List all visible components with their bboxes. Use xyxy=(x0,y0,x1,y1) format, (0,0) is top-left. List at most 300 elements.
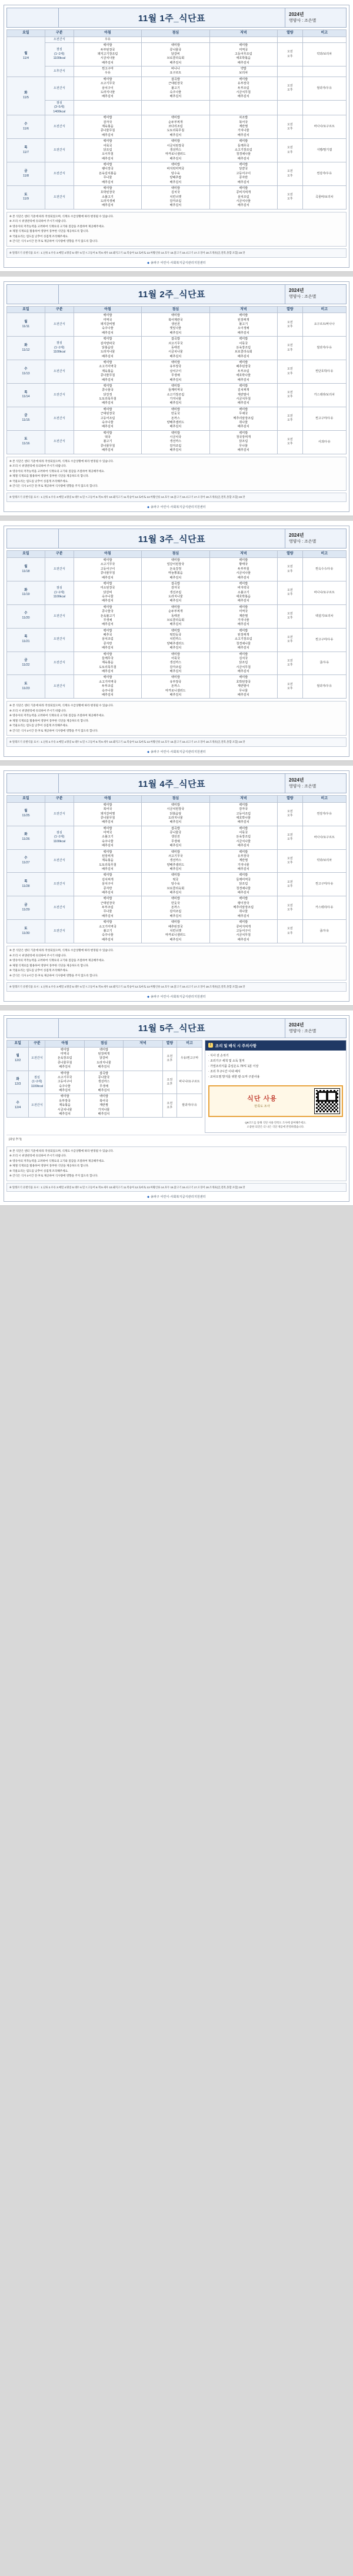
organization-footer xyxy=(6,995,347,999)
day-date: 11/8 xyxy=(22,174,29,178)
dish-cell-lunch: 백미밥 만둣국 돈까스 양배추샐러드 배추김치 xyxy=(142,407,209,430)
info-line-3: · 조리 후 2시간 이내 배식 xyxy=(208,1069,241,1073)
note-cell: 요구르트/바나나 xyxy=(302,313,346,337)
info-box xyxy=(205,1040,347,1133)
allergy-legend: ※ 알레르기 유발식품 표시 : 1.난류 2.우유 3.메밀 4.땅콩 5.대두 6.밀 7.고등어 8.게 9.새우 10.돼지고기 11.복숭아 12.토마토 13.아황산류 14.호두 15.닭고기 16.쇠고기 17.오징어 18.조개류(굴,전복,홍합 포함) 19.잣 xyxy=(6,248,347,258)
meal-type-cell: 점심 (3~5세) 1400kcal xyxy=(45,100,74,115)
column-header-6: 비고 xyxy=(302,30,346,37)
day-cell xyxy=(7,896,45,920)
dish-cell-breakfast: 백미밥 두부된장국 돼지고기장조림 시금치나물 배추김치 xyxy=(74,43,141,67)
dish-cell-dinner: 차조밥 북어국 계란찜 가지나물 배추김치 xyxy=(209,115,277,139)
day-date: 12/3 xyxy=(14,1082,21,1086)
note-cell: 찐옥수수/우유 xyxy=(302,558,346,581)
page-title: 11월 4주_식단표 xyxy=(138,779,206,789)
nutritionist-label: 영양사 : 조은별 xyxy=(289,784,317,789)
kcal-cell: 오전 오후 xyxy=(277,675,302,699)
note-cell xyxy=(302,67,346,77)
dish-cell-lunch: 바나나 요구르트 xyxy=(142,67,209,77)
dish-cell-lunch: 백미밥 시금치국 생선까스 감자조림 배추김치 xyxy=(142,430,209,454)
note-cell: 카스테라/보리차 xyxy=(302,383,346,407)
day-weekday: 수 xyxy=(24,367,28,371)
note-line-2: ※ 영유아의 저작능력을 고려하여 식재료의 크기와 질감을 조절하여 제공해주세요. xyxy=(9,714,105,717)
column-header-6: 비고 xyxy=(302,306,346,313)
dish-cell-breakfast: 백미밥 들깨무국 제육볶음 도토리묵무침 배추김치 xyxy=(74,652,141,675)
day-weekday: 토 xyxy=(24,926,28,930)
dish-cell-dinner: 백미밥 달걀국 고등어구이 콩자반 배추김치 xyxy=(209,162,277,186)
note-cell: 백설기/보리차 xyxy=(302,604,346,628)
dish-cell-breakfast: 백미밥 감자국 제육볶음 콩나물무침 배추김치 xyxy=(74,115,141,139)
column-header-2: 아침 xyxy=(74,796,141,803)
note-cell xyxy=(302,36,346,43)
note-cell: 약과/보리차 xyxy=(302,849,346,873)
allergy-legend: ※ 알레르기 유발식품 표시 : 1.난류 2.우유 3.메밀 4.땅콩 5.대두 6.밀 7.고등어 8.게 9.새우 10.돼지고기 11.복숭아 12.토마토 13.아황산류 14.호두 15.닭고기 16.쇠고기 17.오징어 18.조개류(굴,전복,홍합 포함) 19.잣 xyxy=(6,493,347,502)
day-date: 11/21 xyxy=(22,640,30,644)
org-name: 송파구 어린이·사회복지급식관리지원센터 xyxy=(150,750,206,754)
dish-cell-dinner xyxy=(209,36,277,43)
dish-cell-dinner: 백미밥 유부장국 계란찜 가지나물 배추김치 xyxy=(209,849,277,873)
meal-type-cell: 오전간식 xyxy=(45,407,74,430)
header-left-spacer xyxy=(7,774,59,793)
table-row xyxy=(7,581,347,604)
org-bullet-icon: ◆ xyxy=(147,1195,151,1199)
note-cell: 바나나/요구르트 xyxy=(177,1071,202,1094)
note-cell: 쌀과자/우유 xyxy=(302,675,346,699)
table-row xyxy=(7,826,347,849)
dish-cell-breakfast: 백미밥 어묵국 닭조림 오이무침 배추김치 xyxy=(74,139,141,162)
meal-type-cell: 오후간식 xyxy=(45,67,74,77)
note-line-0: ※ 본 식단은 센터 기준에 따라 작성되었으며, 식재료 수급상황에 따라 변경될 수 있습니다. xyxy=(9,459,114,463)
table-row xyxy=(7,628,347,652)
nutritionist-label: 영양사 : 조은별 xyxy=(289,540,317,544)
dish-cell-dinner xyxy=(209,100,277,115)
column-header-5: 열량 xyxy=(277,306,302,313)
day-weekday: 수 xyxy=(24,122,28,126)
table-row xyxy=(7,1071,202,1094)
menu-table xyxy=(6,306,347,454)
dish-cell-lunch: 잡곡밥 콩나물국 생선전 무생채 배추김치 xyxy=(142,826,209,849)
kcal-cell: 오전 오후 xyxy=(162,1094,177,1118)
menu-table xyxy=(6,1040,202,1118)
dish-cell-dinner: 백미밥 콩비지찌개 고등어구이 시금치무침 배추김치 xyxy=(209,920,277,943)
kcal-cell: 오전 오후 xyxy=(277,628,302,652)
day-weekday: 금 xyxy=(24,659,28,663)
table-row xyxy=(7,802,347,826)
header-meta xyxy=(285,529,346,548)
dish-cell-dinner: 백미밥 배추된장국 두부조림 애호박나물 배추김치 xyxy=(209,360,277,384)
dish-cell-lunch: 백미밥 어묵국 생선까스 감자조림 배추김치 xyxy=(142,652,209,675)
day-date: 11/15 xyxy=(22,418,30,423)
header-left-spacer xyxy=(7,1019,59,1038)
dish-cell-dinner: 백미밥 바지락국 소불고기 애호박볶음 배추김치 xyxy=(209,581,277,604)
day-cell xyxy=(7,337,45,360)
column-header-0: 요일 xyxy=(7,30,45,37)
kcal-cell: 오전 오후 xyxy=(277,313,302,337)
dish-cell-lunch: 백미밥 북어국 계란찜 가지나물 배추김치 xyxy=(84,1094,123,1118)
allergy-legend: ※ 알레르기 유발식품 표시 : 1.난류 2.우유 3.메밀 4.땅콩 5.대두 6.밀 7.고등어 8.게 9.새우 10.돼지고기 11.복숭아 12.토마토 13.아황산류 14.호두 15.닭고기 16.쇠고기 17.오징어 18.조개류(굴,전복,홍합 포함) 19.잣 xyxy=(6,1183,347,1192)
dish-cell-dinner xyxy=(124,1094,162,1118)
dish-cell-lunch: 백미밥 된장찌개 닭갈비 도라지나물 배추김치 xyxy=(84,1047,123,1071)
day-date: 11/12 xyxy=(22,348,30,352)
page-inner xyxy=(4,5,349,268)
dish-cell-lunch: 백미밥 배추된장국 치킨너겟 마카로니샐러드 배추김치 xyxy=(142,920,209,943)
dish-cell-dinner: 백미밥 들깨무국 소고기장조림 청경채나물 배추김치 xyxy=(209,139,277,162)
dish-cell-lunch: 백미밥 바지락미역국 탕수육 양배추쌈 배추김치 xyxy=(142,162,209,186)
page-inner xyxy=(4,770,349,1002)
column-header-6: 비고 xyxy=(177,1040,202,1047)
day-weekday: 수 xyxy=(16,1101,19,1105)
dish-cell-breakfast: 백미밥 팽이장국 돈육김치볶음 무나물 배추김치 xyxy=(74,162,141,186)
day-cell xyxy=(7,360,45,384)
document-root xyxy=(0,0,353,1206)
organization-footer xyxy=(6,505,347,509)
meal-type-cell: 점심 (1~2세) 1100kcal xyxy=(45,581,74,604)
note-line-1: ※ 조리 시 위생관리에 유의하여 주시기 바랍니다. xyxy=(9,220,67,223)
dish-cell-dinner xyxy=(124,1047,162,1071)
info-box-body xyxy=(205,1051,346,1083)
day-weekday: 화 xyxy=(16,1078,19,1082)
qr-footnote-line-1: 소중한 의견은 더 나은 식단 제공에 반영하겠습니다. xyxy=(247,1125,305,1129)
meal-type-cell: 오전간식 xyxy=(45,896,74,920)
note-cell: 찐감자/우유 xyxy=(302,802,346,826)
column-header-3: 점심 xyxy=(142,796,209,803)
day-weekday: 금 xyxy=(24,169,28,173)
notes-block xyxy=(6,457,347,491)
table-row xyxy=(7,849,347,873)
nutritionist-label: 영양사 : 조은별 xyxy=(289,295,317,300)
dish-cell-lunch: 백미밥 시금치된장국 생선까스 마카로니샐러드 배추김치 xyxy=(142,139,209,162)
year-label: 2024년 xyxy=(289,1022,304,1028)
column-header-1: 구분 xyxy=(29,1040,45,1047)
note-cell: 쌀과자/우유 xyxy=(302,337,346,360)
dish-cell-breakfast: 찐고구마 우유 xyxy=(74,67,141,77)
day-cell xyxy=(7,628,45,652)
column-header-1: 구분 xyxy=(45,796,74,803)
kcal-cell: 오전 오후 xyxy=(277,920,302,943)
note-line-1: ※ 조리 시 위생관리에 유의하여 주시기 바랍니다. xyxy=(9,709,67,712)
day-weekday: 토 xyxy=(24,192,28,197)
page-header xyxy=(6,8,347,28)
page-title: 11월 1주_식단표 xyxy=(138,13,206,24)
header-meta xyxy=(285,1019,346,1038)
column-header-3: 점심 xyxy=(84,1040,123,1047)
day-cell xyxy=(7,1094,29,1118)
note-line-0: ※ 본 식단은 센터 기준에 따라 작성되었으며, 식재료 수급상황에 따라 변경될 수 있습니다. xyxy=(9,949,114,952)
column-header-4: 저녁 xyxy=(209,30,277,37)
note-cell: 귤/우유 xyxy=(302,652,346,675)
dish-cell-lunch: 잡곡밥 콩나물국 생선까스 무생채 배추김치 xyxy=(84,1071,123,1094)
notes-block xyxy=(6,701,347,736)
year-label: 2024년 xyxy=(289,777,304,783)
dish-cell-lunch xyxy=(142,100,209,115)
note-cell: 쌀과자/우유 xyxy=(302,77,346,100)
note-line-4: ※ 국물요리는 염도를 낮추어 싱겁게 조리해주세요. xyxy=(9,969,69,972)
meal-type-cell: 점심 (1~2세) 1100kcal xyxy=(45,826,74,849)
kcal-cell: 오전 오후 xyxy=(277,802,302,826)
dish-cell-breakfast: 백미밥 소고기미역국 제육볶음 콩나물무침 배추김치 xyxy=(74,360,141,384)
day-date: 11/6 xyxy=(22,127,29,131)
meal-type-cell: 오전간식 xyxy=(45,77,74,100)
day-weekday: 월 xyxy=(16,1054,19,1058)
column-header-3: 점심 xyxy=(142,306,209,313)
day-weekday: 월 xyxy=(24,564,28,569)
organization-footer xyxy=(6,750,347,754)
kcal-cell: 오전 오후 xyxy=(162,1047,177,1071)
note-cell: 찐감자/우유 xyxy=(302,162,346,186)
dish-cell-lunch: 백미밥 떡국 탕수육 브로콜리숙회 배추김치 xyxy=(142,873,209,896)
table-row xyxy=(7,337,347,360)
dish-cell-breakfast: 백미밥 북어국 돼지갈비찜 콩나물무침 배추김치 xyxy=(74,802,141,826)
header-meta xyxy=(285,285,346,304)
table-row xyxy=(7,36,347,43)
note-cell: 바나나/요구르트 xyxy=(302,581,346,604)
dish-cell-dinner: 백미밥 미역국 계란찜 가지나물 배추김치 xyxy=(209,604,277,628)
day-cell xyxy=(7,581,45,604)
meal-type-cell: 오전간식 xyxy=(45,628,74,652)
day-cell xyxy=(7,162,45,186)
dish-cell-lunch: 잡곡밥 감자국 생선조림 도라지나물 배추김치 xyxy=(142,581,209,604)
kcal-cell xyxy=(277,36,302,43)
header-meta xyxy=(285,774,346,793)
table-row xyxy=(7,139,347,162)
dish-cell-dinner: 백미밥 된장찌개 불고기 오이생채 배추김치 xyxy=(209,313,277,337)
kcal-cell: 오전 오후 xyxy=(277,185,302,209)
meal-type-cell: 오전간식 xyxy=(45,139,74,162)
page-inner xyxy=(4,1015,349,1202)
table-row xyxy=(7,896,347,920)
table-row xyxy=(7,100,347,115)
column-header-1: 구분 xyxy=(45,306,74,313)
dish-cell-dinner: 백미밥 된장찌개 소고기장조림 청경채나물 배추김치 xyxy=(209,628,277,652)
organization-footer xyxy=(6,261,347,265)
note-line-2: ※ 영유아의 저작능력을 고려하여 식재료의 크기와 질감을 조절하여 제공해주세요. xyxy=(9,224,105,228)
table-row xyxy=(7,1047,202,1071)
day-weekday: 화 xyxy=(24,833,28,837)
dish-cell-lunch: 백미밥 유부장국 돈까스 마카로니샐러드 배추김치 xyxy=(142,675,209,699)
menu-table xyxy=(6,29,347,210)
note-line-5: ※ 간식은 식사 2시간 전·후로 제공하여 식사량에 영향을 주지 않도록 합니다. xyxy=(9,1174,98,1178)
column-header-0: 요일 xyxy=(7,551,45,558)
day-cell xyxy=(7,604,45,628)
dish-cell-breakfast: 우유 xyxy=(74,36,141,43)
meal-type-cell: 오전간식 xyxy=(45,162,74,186)
note-cell: 찐고구마/우유 xyxy=(302,628,346,652)
column-header-3: 점심 xyxy=(142,30,209,37)
org-name: 송파구 어린이·사회복지급식관리지원센터 xyxy=(150,1195,206,1199)
day-date: 11/9 xyxy=(22,197,29,201)
note-line-0: ※ 본 식단은 센터 기준에 따라 작성되었으며, 식재료 수급상황에 따라 변경될 수 있습니다. xyxy=(9,1149,114,1152)
day-weekday: 화 xyxy=(24,91,28,95)
meal-type-cell: 오전간식 xyxy=(45,652,74,675)
dish-cell-breakfast: 백미밥 미역국 소불고기 숙주나물 배추김치 xyxy=(74,826,141,849)
day-weekday: 토 xyxy=(24,682,28,686)
qr-subline: 만족도 조사 xyxy=(254,1105,270,1109)
day-date: 11/25 xyxy=(22,814,30,818)
info-line-1: · 조리기구 세척 및 소독 철저 xyxy=(208,1059,245,1063)
column-header-2: 아침 xyxy=(74,306,141,313)
column-header-6: 비고 xyxy=(302,796,346,803)
dish-cell-lunch: 백미밥 콩나물국 닭갈비 브로콜리숙회 배추김치 xyxy=(142,43,209,67)
info-box-title xyxy=(205,1041,346,1051)
dish-cell-lunch: 백미밥 순두부찌개 동태전 브로콜리숙회 배추김치 xyxy=(142,604,209,628)
day-cell xyxy=(7,185,45,209)
page-inner xyxy=(4,526,349,757)
table-row xyxy=(7,115,347,139)
day-cell xyxy=(7,1047,29,1071)
dish-cell-dinner: 백미밥 들깨미역국 닭조림 청경채나물 배추김치 xyxy=(209,873,277,896)
dish-cell-lunch: 잡곡밥 쇠고기무국 동태전 시금치나물 배추김치 xyxy=(142,337,209,360)
dish-cell-dinner: 백미밥 김치찌개 계란말이 시금치무침 배추김치 xyxy=(209,383,277,407)
dish-cell-breakfast xyxy=(74,100,141,115)
table-row xyxy=(7,67,347,77)
day-date: 11/18 xyxy=(22,569,30,573)
day-cell xyxy=(7,652,45,675)
note-cell: 사과/우유 xyxy=(302,430,346,454)
dish-cell-lunch: 잡곡밥 근대된장국 불고기 숙주나물 배추김치 xyxy=(142,77,209,100)
meal-type-cell: 오전간식 xyxy=(45,604,74,628)
day-weekday: 수 xyxy=(24,611,28,616)
qr-headline: 식단 사용 xyxy=(247,1095,277,1103)
column-header-4: 저녁 xyxy=(124,1040,162,1047)
kcal-cell: 오전 오후 xyxy=(277,77,302,100)
day-date: 11/7 xyxy=(22,150,29,154)
dish-cell-breakfast: 백미밥 감자양파국 닭볶음탕 도라지나물 배추김치 xyxy=(74,337,141,360)
note-line-2: ※ 영유아의 저작능력을 고려하여 식재료의 크기와 질감을 조절하여 제공해주세요. xyxy=(9,959,105,962)
column-header-0: 요일 xyxy=(7,796,45,803)
note-line-0: ※ 본 식단은 센터 기준에 따라 작성되었으며, 식재료 수급상황에 따라 변경될 수 있습니다. xyxy=(9,214,114,218)
dish-cell-lunch: 백미밥 떡만둣국 치킨까스 양배추샐러드 배추김치 xyxy=(142,628,209,652)
menu-page-3 xyxy=(0,521,353,761)
meal-type-cell: 오전간식 xyxy=(29,1094,45,1118)
day-date: 12/4 xyxy=(14,1105,21,1109)
year-label: 2024년 xyxy=(289,288,304,294)
dish-cell-breakfast: 백미밥 소고기미역국 불고기 숙주나물 배추김치 xyxy=(74,920,141,943)
note-line-5: ※ 간식은 식사 2시간 전·후로 제공하여 식사량에 영향을 주지 않도록 합니다. xyxy=(9,729,98,732)
dish-cell-dinner: 백미밥 미역국 고등어무조림 애호박볶음 배추김치 xyxy=(209,43,277,67)
day-weekday: 목 xyxy=(24,635,28,639)
table-row xyxy=(7,185,347,209)
allergy-legend: ※ 알레르기 유발식품 표시 : 1.난류 2.우유 3.메밀 4.땅콩 5.대두 6.밀 7.고등어 8.게 9.새우 10.돼지고기 11.복숭아 12.토마토 13.아황산류 14.호두 15.닭고기 16.쇠고기 17.오징어 18.조개류(굴,전복,홍합 포함) 19.잣 xyxy=(6,737,347,747)
dish-cell-breakfast: 백미밥 김치찌개 삼치구이 콩자반 배추김치 xyxy=(74,873,141,896)
table-row xyxy=(7,430,347,454)
day-cell xyxy=(7,826,45,849)
dish-cell-breakfast: 백미밥 소고기무국 고등어구이 숙주나물 배추김치 xyxy=(45,1071,84,1094)
day-date: 11/22 xyxy=(22,663,30,667)
meal-type-cell: 점심 (1~2세) 1100kcal xyxy=(45,337,74,360)
info-line-4: · 교차오염 방지를 위한 칼·도마 구분사용 xyxy=(208,1075,260,1079)
dish-cell-lunch xyxy=(142,36,209,43)
day-date: 11/16 xyxy=(22,442,30,446)
note-line-4: ※ 국물요리는 염도를 낮추어 싱겁게 조리해주세요. xyxy=(9,479,69,483)
page-inner xyxy=(4,281,349,513)
day-date: 11/27 xyxy=(22,861,30,865)
day-cell xyxy=(7,920,45,943)
note-line-5: ※ 간식은 식사 2시간 전·후로 제공하여 식사량에 영향을 주지 않도록 합니다. xyxy=(9,240,98,243)
dish-cell-breakfast: 백미밥 콩나물국 돈육불고기 무생채 배추김치 xyxy=(74,604,141,628)
organization-footer xyxy=(6,1195,347,1199)
bottom-label: [과일 추가] xyxy=(6,1135,347,1144)
day-date: 11/26 xyxy=(22,837,30,842)
org-bullet-icon: ◆ xyxy=(147,261,151,265)
meal-type-cell: 오전간식 xyxy=(45,675,74,699)
note-cell: 쌀과자/우유 xyxy=(177,1094,202,1118)
meal-type-cell: 오전간식 xyxy=(45,185,74,209)
note-line-5: ※ 간식은 식사 2시간 전·후로 제공하여 식사량에 영향을 주지 않도록 합니다. xyxy=(9,484,98,487)
table-row xyxy=(7,313,347,337)
year-label: 2024년 xyxy=(289,533,304,539)
table-row xyxy=(7,675,347,699)
note-cell: 찐고구마/우유 xyxy=(302,407,346,430)
menu-page-5 xyxy=(0,1011,353,1206)
day-cell xyxy=(7,407,45,430)
dish-cell-breakfast: 백미밥 배추국 삼치조림 콩자반 배추김치 xyxy=(74,628,141,652)
dish-cell-breakfast: 백미밥 콩나물국 닭강정 도토리묵무침 배추김치 xyxy=(74,383,141,407)
dish-cell-dinner: 백미밥 어묵국 돈육장조림 브로콜리숙회 배추김치 xyxy=(209,337,277,360)
menu-page-1 xyxy=(0,0,353,272)
qr-card[interactable] xyxy=(208,1085,343,1117)
year-label: 2024년 xyxy=(289,11,304,17)
menu-page-4 xyxy=(0,766,353,1006)
column-header-5: 열량 xyxy=(277,30,302,37)
note-cell: 식빵/딸기잼 xyxy=(302,139,346,162)
kcal-cell: 오전 오후 xyxy=(277,558,302,581)
table-row xyxy=(7,652,347,675)
column-header-5: 열량 xyxy=(277,551,302,558)
dish-cell-dinner: 약밥 보리차 xyxy=(209,67,277,77)
meal-type-cell: 오전간식 xyxy=(45,873,74,896)
week5-table-area xyxy=(6,1040,202,1133)
dish-cell-breakfast: 백미밥 소고기무국 고등어구이 콩나물무침 배추김치 xyxy=(74,558,141,581)
column-header-6: 비고 xyxy=(302,551,346,558)
note-line-4: ※ 국물요리는 염도를 낮추어 싱겁게 조리해주세요. xyxy=(9,234,69,238)
note-line-3: ※ 제철 식재료를 활용하여 영양이 풍부한 식단을 제공하도록 합니다. xyxy=(9,963,89,967)
nutritionist-label: 영양사 : 조은별 xyxy=(289,18,317,23)
page-title: 11월 2주_식단표 xyxy=(138,290,206,300)
column-header-4: 저녁 xyxy=(209,306,277,313)
dish-cell-dinner: 백미밥 황태국 두부부침 시금치나물 배추김치 xyxy=(209,558,277,581)
note-cell: 귤/우유 xyxy=(302,920,346,943)
table-row xyxy=(7,920,347,943)
nutritionist-label: 영양사 : 조은별 xyxy=(289,1029,317,1033)
qr-code-icon[interactable] xyxy=(315,1089,339,1114)
notes-block xyxy=(6,212,347,247)
kcal-cell: 오전 오후 xyxy=(277,383,302,407)
column-header-2: 아침 xyxy=(74,551,141,558)
table-row xyxy=(7,43,347,67)
header-left-spacer xyxy=(7,285,59,304)
dish-cell-breakfast: 백미밥 미역국 돼지갈비찜 숙주나물 배추김치 xyxy=(74,313,141,337)
kcal-cell: 오전 오후 xyxy=(277,604,302,628)
note-cell: 찐단호박/우유 xyxy=(302,360,346,384)
day-weekday: 수 xyxy=(24,856,28,860)
column-header-1: 구분 xyxy=(45,30,74,37)
dish-cell-dinner: 백미밥 어묵국 돈육장조림 시금치나물 배추김치 xyxy=(209,826,277,849)
kcal-cell: 오전 오후 xyxy=(277,139,302,162)
table-row xyxy=(7,77,347,100)
day-date: 11/13 xyxy=(22,371,30,375)
day-cell xyxy=(7,873,45,896)
note-line-1: ※ 조리 시 위생관리에 유의하여 주시기 바랍니다. xyxy=(9,464,67,468)
header-left-spacer xyxy=(7,529,59,548)
page-title: 11월 5주_식단표 xyxy=(138,1023,206,1034)
dish-cell-dinner: 백미밥 김치국 닭조림 시금치무침 배추김치 xyxy=(209,652,277,675)
day-date: 11/28 xyxy=(22,884,30,888)
dish-cell-breakfast: 백미밥 소고기미역국 두부조림 숙주나물 배추김치 xyxy=(74,675,141,699)
day-weekday: 금 xyxy=(24,903,28,907)
kcal-cell: 오전 오후 xyxy=(277,652,302,675)
kcal-cell: 오전 오후 xyxy=(277,162,302,186)
menu-page-2 xyxy=(0,277,353,517)
meal-type-cell: 오전간식 xyxy=(45,849,74,873)
